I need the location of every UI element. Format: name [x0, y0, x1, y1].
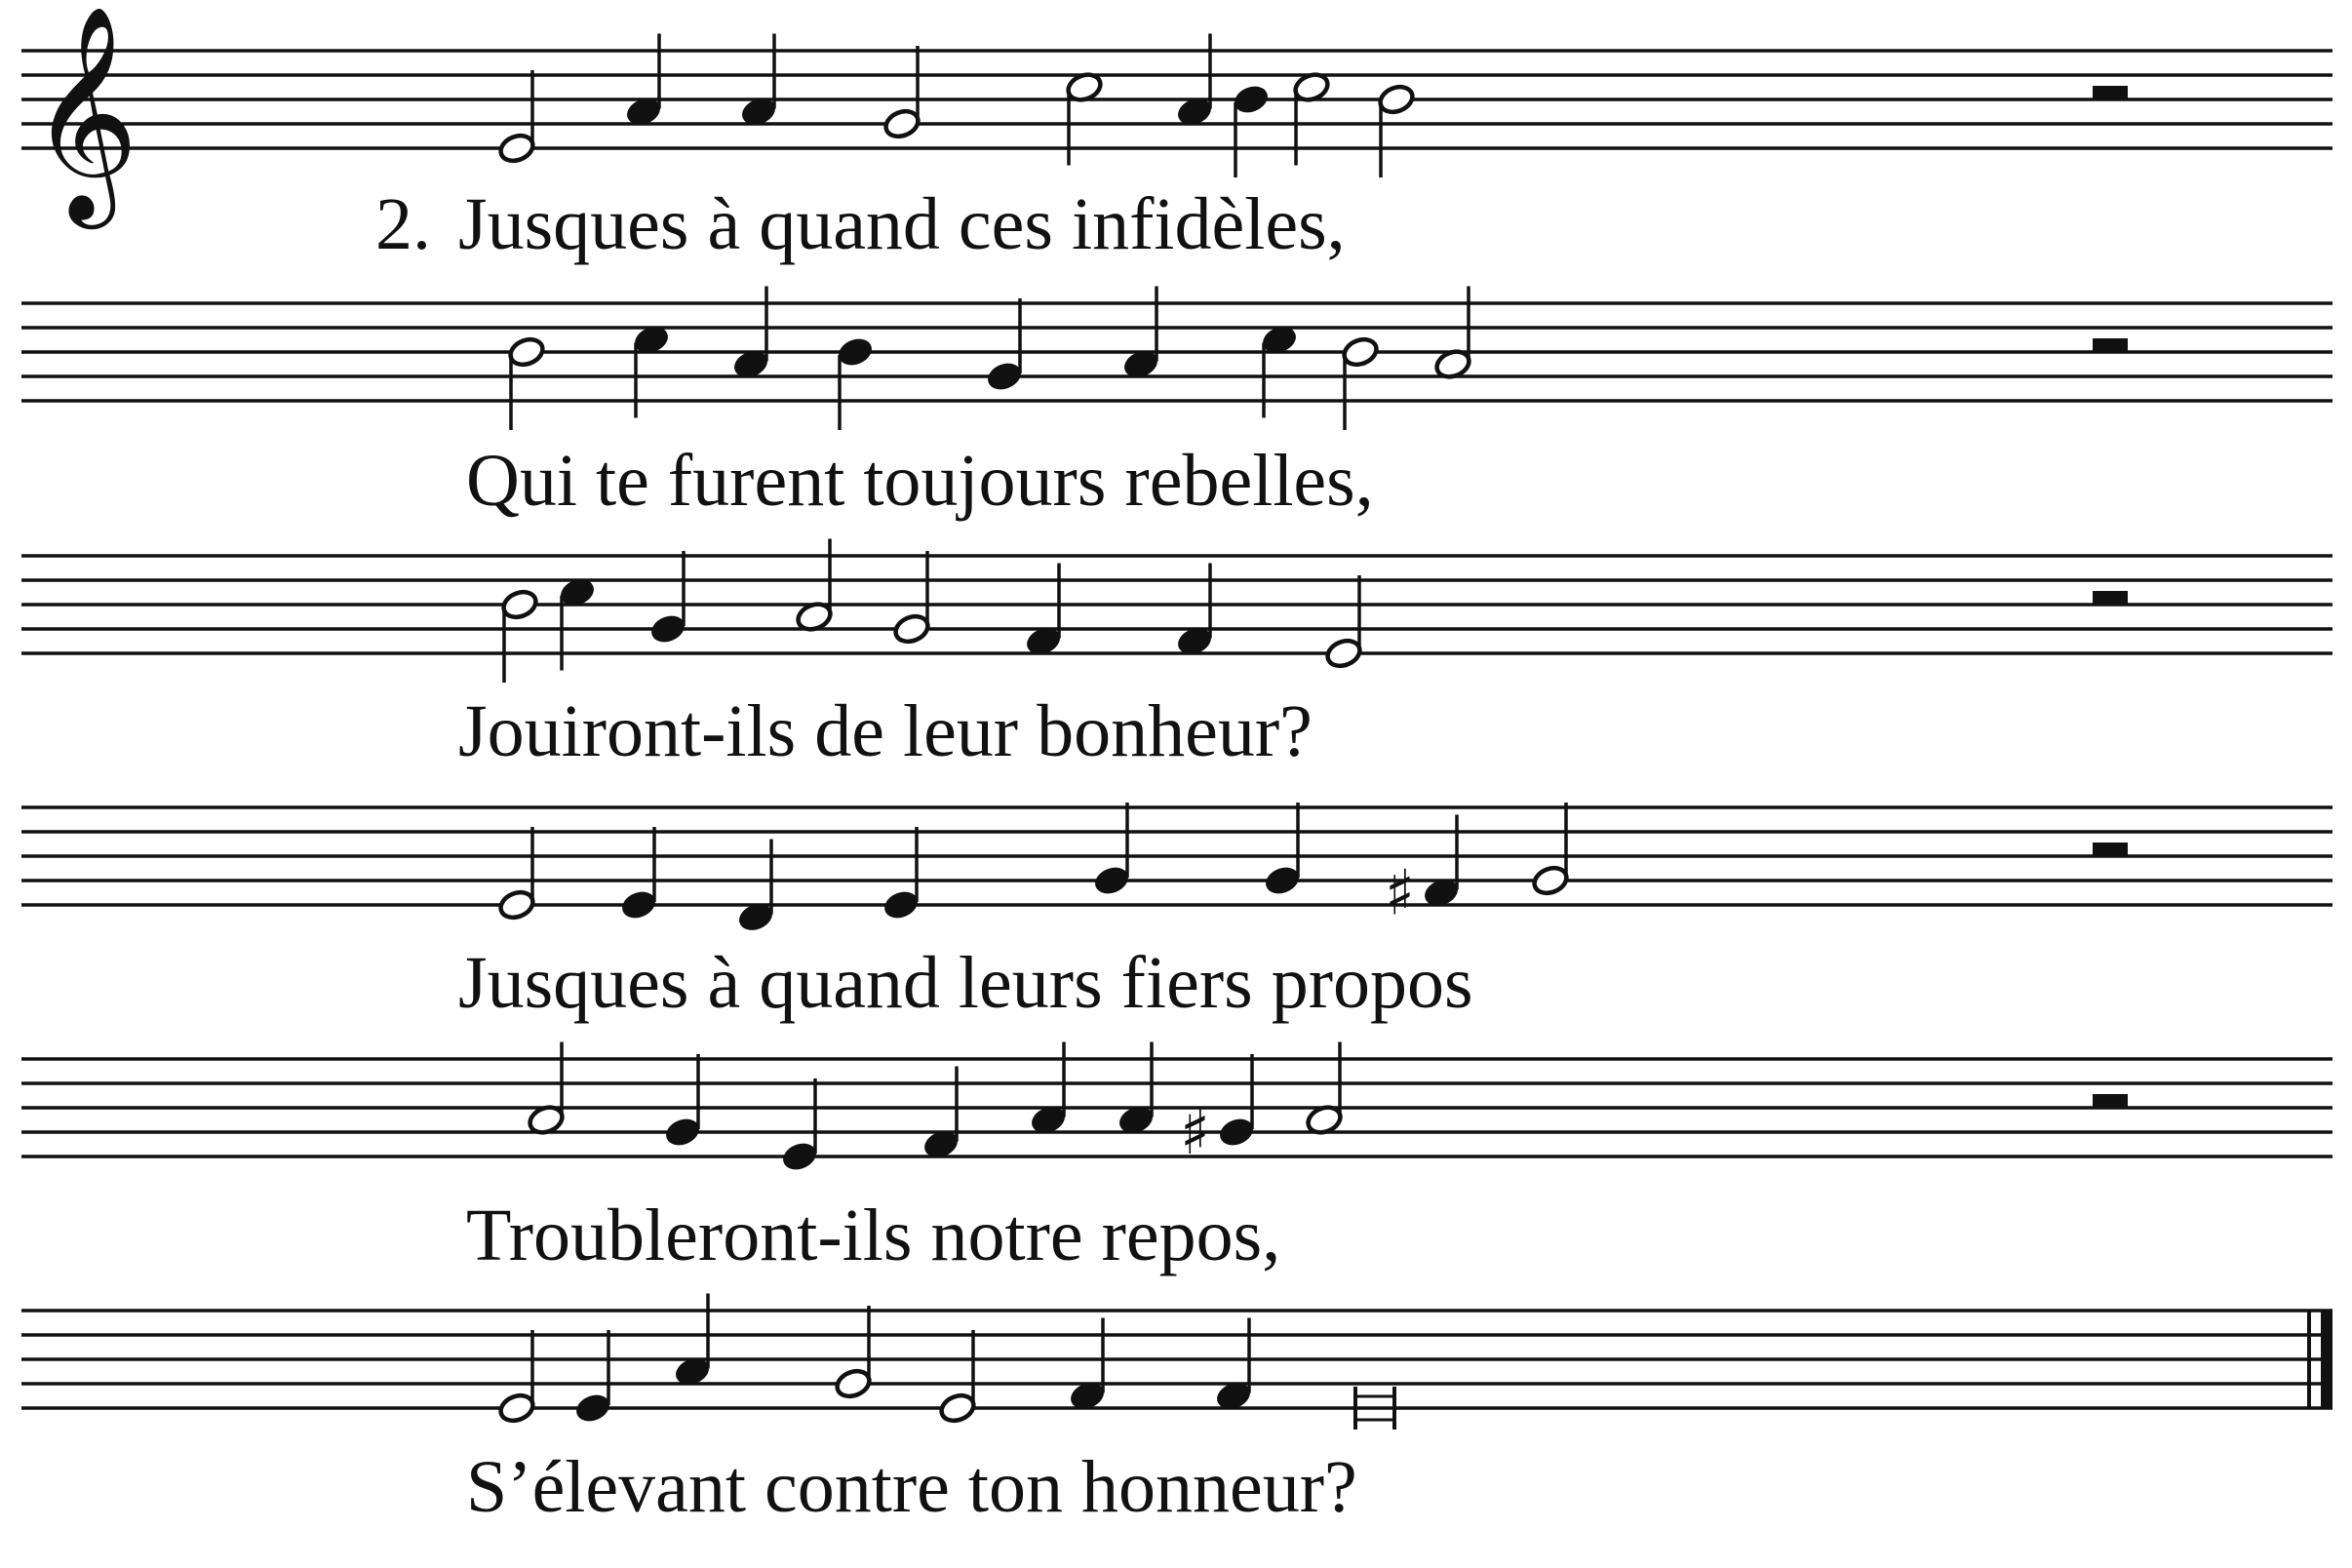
note — [1121, 287, 1161, 381]
note — [921, 1067, 961, 1161]
half-notehead — [507, 335, 547, 370]
note — [1260, 323, 1300, 417]
lyric-line-6: S’élevant contre ton honneur? — [466, 1446, 1357, 1528]
half-notehead — [1324, 637, 1364, 671]
quarter-notehead — [648, 612, 688, 647]
lyric-line-2: Qui te furent toujours rebelles, — [466, 440, 1374, 522]
note — [1305, 1042, 1345, 1137]
note — [1065, 70, 1105, 165]
note — [834, 1306, 874, 1400]
note — [1433, 287, 1473, 381]
note — [1092, 803, 1132, 897]
lyric-line-3: Jouiront-ils de leur bonheur? — [458, 690, 1313, 772]
note — [1324, 575, 1364, 670]
note — [1214, 1318, 1254, 1413]
quarter-notehead — [780, 1140, 820, 1174]
note — [1377, 83, 1417, 177]
note — [1029, 1042, 1069, 1137]
note — [736, 840, 776, 934]
note — [1175, 564, 1215, 658]
half-rest-icon — [2093, 1094, 2128, 1108]
note — [619, 827, 659, 921]
sharp-icon: ♯ — [1385, 857, 1415, 930]
note — [985, 298, 1025, 393]
half-notehead — [1377, 83, 1417, 117]
lyric-line-1: Jusques à quand ces infidèles, — [458, 183, 1346, 265]
note — [1117, 1042, 1156, 1137]
note — [739, 34, 779, 129]
lyric-line-5: Troubleront-ils notre repos, — [466, 1195, 1281, 1276]
half-rest-icon — [2093, 843, 2128, 856]
note — [558, 575, 598, 670]
note — [624, 34, 664, 129]
quarter-notehead — [985, 360, 1025, 394]
quarter-notehead — [836, 335, 876, 370]
note — [892, 551, 932, 646]
verse-number: 2. — [375, 183, 431, 265]
note — [1068, 1318, 1108, 1413]
note — [882, 46, 922, 140]
note — [1180, 1054, 1256, 1169]
quarter-notehead — [882, 888, 921, 922]
treble-clef-icon: 𝄞 — [29, 4, 139, 219]
note — [1341, 335, 1381, 430]
note — [1531, 803, 1571, 897]
note — [1292, 70, 1332, 165]
note — [673, 1294, 713, 1389]
note — [731, 287, 771, 381]
note — [497, 70, 537, 165]
half-notehead — [497, 888, 537, 922]
half-notehead — [497, 132, 537, 166]
half-rest-icon — [2093, 86, 2128, 99]
staff-system-3 — [21, 539, 2332, 684]
note — [632, 323, 672, 417]
note — [1024, 564, 1064, 658]
half-notehead — [497, 1392, 537, 1426]
half-notehead — [882, 107, 922, 141]
quarter-notehead — [573, 1392, 613, 1426]
note — [1232, 83, 1272, 177]
note — [648, 551, 688, 646]
note — [938, 1330, 978, 1425]
staff-system-6 — [21, 1294, 2332, 1431]
note — [1355, 1387, 1394, 1430]
half-notehead — [892, 612, 932, 647]
note — [1175, 34, 1215, 129]
note — [507, 335, 547, 430]
half-notehead — [834, 1367, 874, 1401]
barline-thick — [2321, 1311, 2332, 1408]
quarter-notehead — [1263, 864, 1303, 898]
note — [497, 827, 537, 921]
quarter-notehead — [663, 1116, 703, 1150]
half-notehead — [938, 1392, 978, 1426]
note — [527, 1042, 567, 1137]
note — [780, 1078, 820, 1173]
quarter-notehead — [1217, 1116, 1257, 1150]
note — [795, 539, 835, 634]
note — [882, 827, 921, 921]
half-notehead — [1531, 864, 1571, 898]
sharp-icon: ♯ — [1180, 1097, 1210, 1169]
note — [836, 335, 876, 430]
note — [1263, 803, 1303, 897]
quarter-notehead — [1092, 864, 1132, 898]
staff-system-2 — [21, 287, 2332, 431]
half-rest-icon — [2093, 591, 2128, 605]
half-rest-icon — [2093, 338, 2128, 352]
note — [663, 1054, 703, 1149]
note — [500, 588, 540, 683]
half-notehead — [500, 588, 540, 622]
staff-system-5 — [21, 1042, 2332, 1174]
quarter-notehead — [619, 888, 659, 922]
half-notehead — [1341, 335, 1381, 370]
note — [573, 1330, 613, 1425]
quarter-notehead — [1232, 83, 1272, 117]
note — [497, 1330, 537, 1425]
staff-system-4 — [21, 803, 2332, 934]
lyric-line-4: Jusques à quand leurs fiers propos — [458, 942, 1473, 1024]
